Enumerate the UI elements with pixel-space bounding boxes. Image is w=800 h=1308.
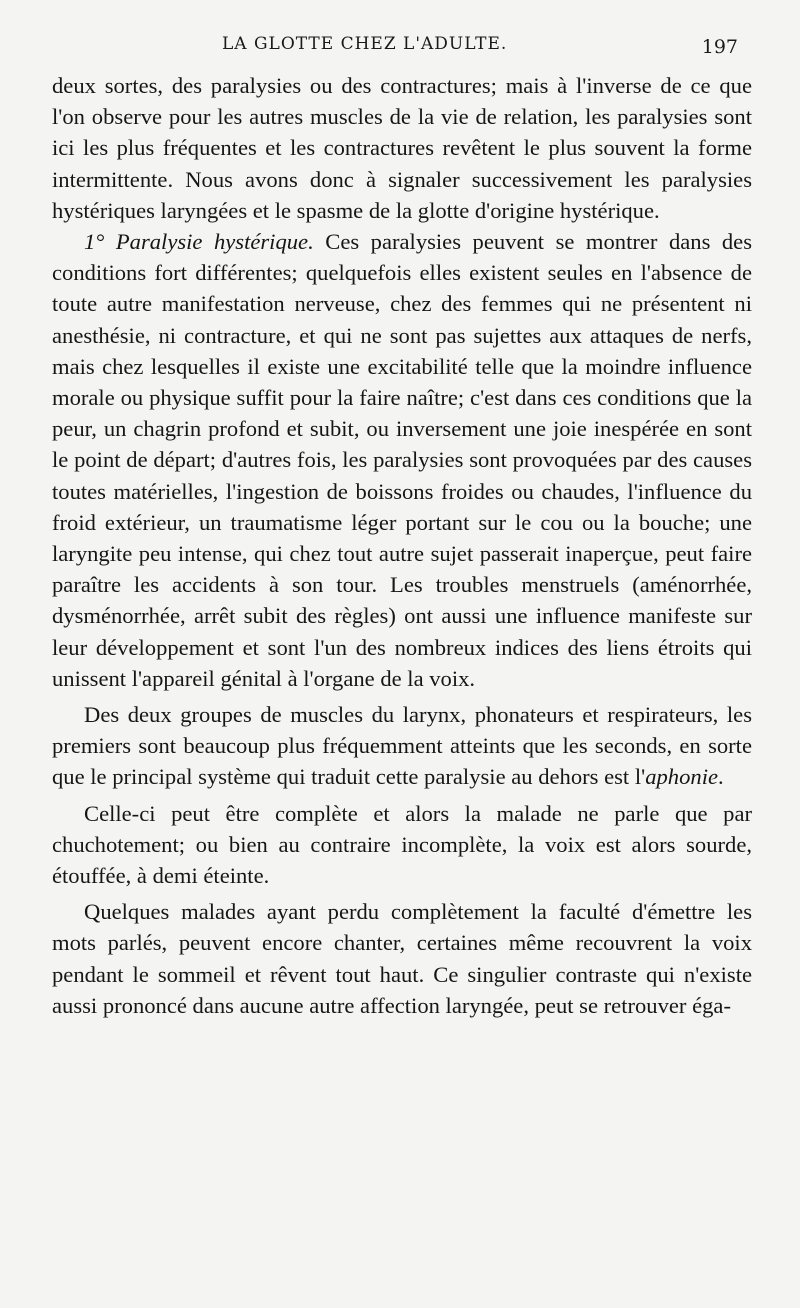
paragraph-aphonia: Celle-ci peut être complète et alors la malade ne parle que par chuchotement; ou bien au contraire incomplète, la voix est alors sourde, étouffée, à demi éteinte. — [52, 800, 752, 889]
section-heading: 1° Paralysie hystérique. — [84, 229, 314, 255]
paragraph-singing: Quelques malades ayant perdu complètement la faculté d'émettre les mots parlés, peuvent encore chanter, certaines même recouvrent la voix pendant le sommeil et rêvent tout haut. Ce singulier contraste qui n'existe aussi prononcé dans aucune autre affection laryngée, peut se retrouver éga- — [52, 899, 752, 1018]
paragraph-muscle-groups — [52, 699, 752, 793]
body-text — [52, 70, 752, 1021]
emphasized-term: aphonie — [645, 764, 718, 790]
paragraph-text: Des deux groupes de muscles du larynx, phonateurs et respirateurs, les premiers sont beaucoup plus fréquemment atteints que les seconds, en sorte que le principal système qui traduit cette paralysie au dehors est l' — [52, 702, 752, 790]
page-number: 197 — [701, 36, 738, 58]
paragraph-text: Ces paralysies peuvent se montrer dans des conditions fort différentes; quelquefois elles existent seules en l'absence de toute autre manifestation nerveuse, chez des femmes qui ne présentent ni anesthésie, ni contracture, et qui ne sont pas sujettes aux attaques de nerfs, mais chez lesquelles il existe une excitabilité telle que la moindre influence morale ou physique suffit pour la faire naître; c'est dans ces conditions que la peur, un chagrin profond et subit, ou inversement une joie inespérée en sont le point de départ; d'autres fois, les paralysies sont provoquées par des causes toutes matérielles, l'ingestion de boissons froides ou chaudes, l'influence du froid extérieur, un traumatisme léger portant sur le cou ou la bouche; une laryngite peu intense, qui chez tout autre sujet passerait inaperçue, peut faire paraître les accidents à son tour. Les troubles menstruels (aménorrhée, dysménorrhée, arrêt subit des règles) ont aussi une influence manifeste sur leur développement et sont l'un des nombreux indices des liens étroits qui unissent l'appareil génital à l'organe de la voix. — [52, 229, 753, 691]
paragraph-hysterical-paralysis — [52, 226, 752, 694]
paragraph-end: . — [718, 764, 724, 790]
running-title: LA GLOTTE CHEZ L'ADULTE. — [222, 34, 508, 54]
paragraph-intro: deux sortes, des paralysies ou des contractures; mais à l'inverse de ce que l'on observe pour les autres muscles de la vie de relation, les paralysies sont ici les plus fréquentes et les contractures revêtent le plus souvent la forme intermittente. Nous avons donc à signaler successivement les paralysies hystériques laryngées et le spasme de la glotte d'origine hystérique. — [52, 73, 752, 223]
page-header — [52, 32, 740, 64]
